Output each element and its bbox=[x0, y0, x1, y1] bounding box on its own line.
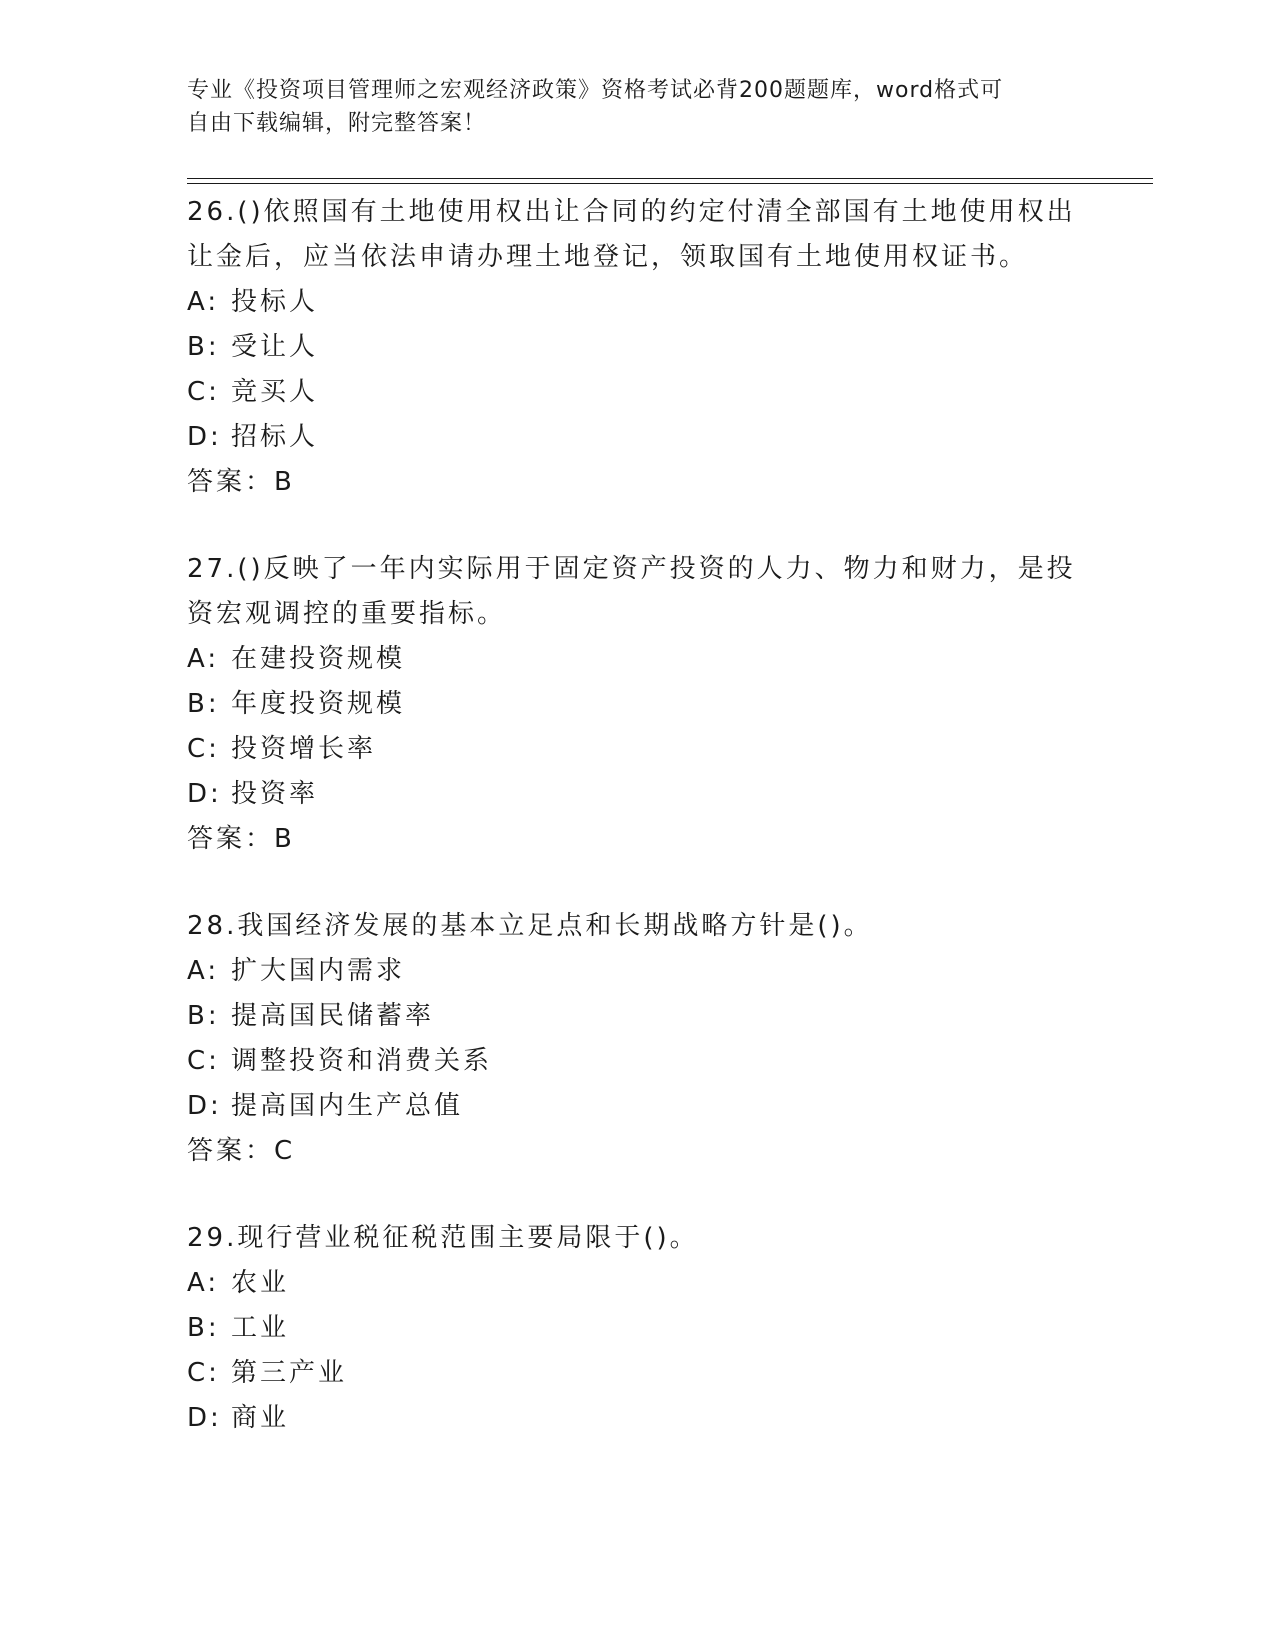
option-d bbox=[187, 772, 1087, 817]
option-text: 受让人 bbox=[231, 332, 319, 362]
option-b bbox=[187, 682, 1087, 727]
option-key: A: bbox=[187, 287, 220, 317]
option-c bbox=[187, 370, 1087, 415]
option-key: D: bbox=[187, 422, 222, 452]
question-28 bbox=[187, 904, 1087, 1174]
option-text: 提高国内生产总值 bbox=[231, 1091, 464, 1121]
option-a bbox=[187, 280, 1087, 325]
option-text: 扩大国内需求 bbox=[231, 956, 406, 986]
option-d bbox=[187, 1396, 1087, 1441]
question-text-line-1: 27.()反映了一年内实际用于固定资产投资的人力、物力和财力，是投 bbox=[187, 554, 1076, 584]
question-text-line-2: 让金后，应当依法申请办理土地登记，领取国有土地使用权证书。 bbox=[187, 242, 1029, 272]
question-list bbox=[187, 190, 1087, 1483]
option-key: A: bbox=[187, 956, 220, 986]
question-text-line-1: 28.我国经济发展的基本立足点和长期战略方针是()。 bbox=[187, 911, 873, 941]
option-key: C: bbox=[187, 734, 220, 764]
option-key: A: bbox=[187, 644, 220, 674]
option-b bbox=[187, 994, 1087, 1039]
question-29 bbox=[187, 1216, 1087, 1441]
option-c bbox=[187, 727, 1087, 772]
option-c bbox=[187, 1039, 1087, 1084]
question-26 bbox=[187, 190, 1087, 505]
question-27 bbox=[187, 547, 1087, 862]
option-text: 商业 bbox=[231, 1403, 290, 1433]
question-text bbox=[187, 190, 1087, 280]
option-key: B: bbox=[187, 1001, 220, 1031]
option-key: D: bbox=[187, 1403, 222, 1433]
option-text: 农业 bbox=[231, 1268, 290, 1298]
option-key: B: bbox=[187, 1313, 220, 1343]
option-text: 年度投资规模 bbox=[231, 689, 406, 719]
option-text: 竞买人 bbox=[231, 377, 319, 407]
option-d bbox=[187, 1084, 1087, 1129]
option-b bbox=[187, 325, 1087, 370]
header-divider-top bbox=[187, 178, 1153, 179]
option-key: C: bbox=[187, 1046, 220, 1076]
option-text: 提高国民储蓄率 bbox=[231, 1001, 435, 1031]
document-header bbox=[187, 74, 1067, 140]
option-text: 工业 bbox=[231, 1313, 290, 1343]
question-text-line-1: 29.现行营业税征税范围主要局限于()。 bbox=[187, 1223, 699, 1253]
option-b bbox=[187, 1306, 1087, 1351]
option-text: 投标人 bbox=[231, 287, 319, 317]
question-text-line-1: 26.()依照国有土地使用权出让合同的约定付清全部国有土地使用权出 bbox=[187, 197, 1076, 227]
header-line-2: 自由下载编辑，附完整答案！ bbox=[187, 111, 487, 136]
answer-line: 答案：B bbox=[187, 824, 295, 854]
question-text-line-2: 资宏观调控的重要指标。 bbox=[187, 599, 507, 629]
question-text bbox=[187, 547, 1087, 637]
answer-line: 答案：C bbox=[187, 1136, 296, 1166]
question-text bbox=[187, 904, 1087, 949]
answer-line: 答案：B bbox=[187, 467, 295, 497]
option-key: B: bbox=[187, 689, 220, 719]
header-divider-bottom bbox=[187, 183, 1153, 184]
option-key: C: bbox=[187, 377, 220, 407]
option-key: C: bbox=[187, 1358, 220, 1388]
header-line-1: 专业《投资项目管理师之宏观经济政策》资格考试必背200题题库，word格式可 bbox=[187, 78, 1004, 103]
option-d bbox=[187, 415, 1087, 460]
option-c bbox=[187, 1351, 1087, 1396]
option-key: A: bbox=[187, 1268, 220, 1298]
option-text: 在建投资规模 bbox=[231, 644, 406, 674]
option-text: 投资增长率 bbox=[231, 734, 377, 764]
option-text: 招标人 bbox=[231, 422, 319, 452]
option-key: B: bbox=[187, 332, 220, 362]
question-text bbox=[187, 1216, 1087, 1261]
option-a bbox=[187, 1261, 1087, 1306]
option-text: 投资率 bbox=[231, 779, 319, 809]
option-a bbox=[187, 949, 1087, 994]
option-text: 第三产业 bbox=[231, 1358, 348, 1388]
option-text: 调整投资和消费关系 bbox=[231, 1046, 493, 1076]
option-key: D: bbox=[187, 779, 222, 809]
option-a bbox=[187, 637, 1087, 682]
option-key: D: bbox=[187, 1091, 222, 1121]
